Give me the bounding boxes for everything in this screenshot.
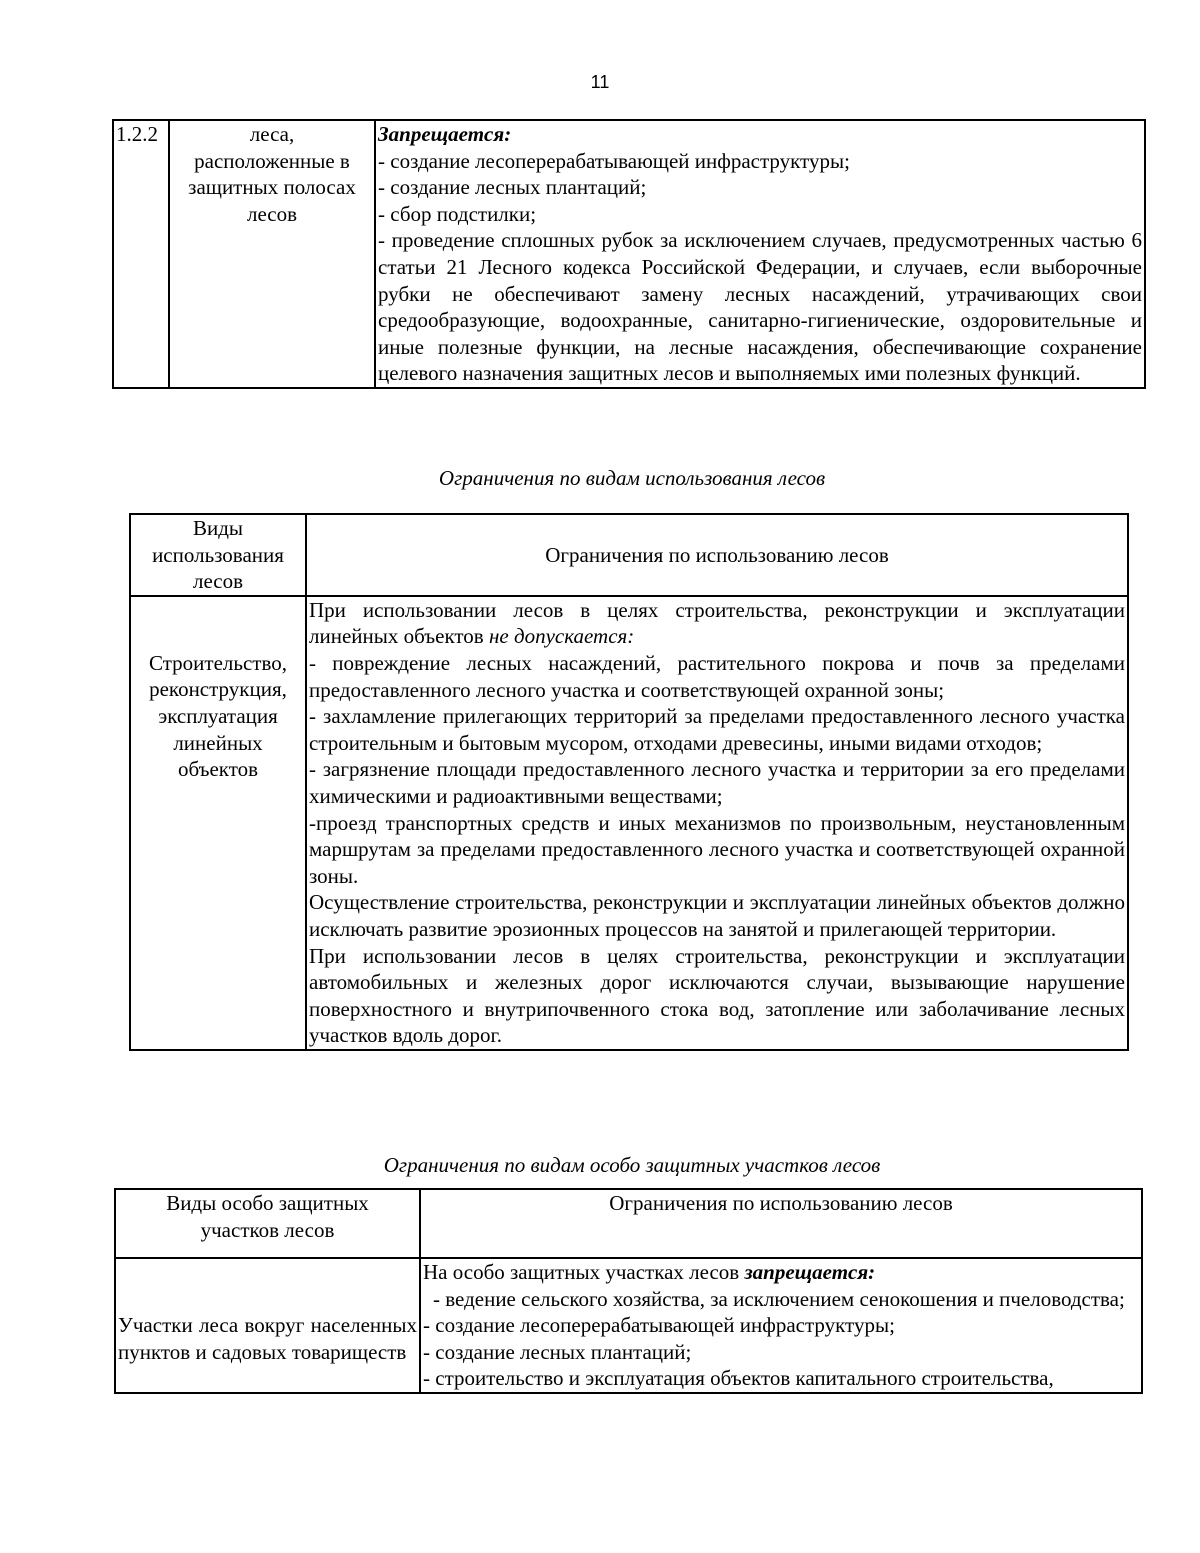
restriction-item: - создание лесных плантаций; bbox=[423, 1339, 692, 1364]
header-line: Виды особо защитных bbox=[166, 1191, 369, 1215]
table-row bbox=[130, 596, 1128, 1050]
restriction-item: - повреждение лесных насаждений, растительного покрова и почв за пределами предоставленного лесного участка и соответствующей охранной зоны; bbox=[309, 650, 1125, 702]
table-header-row bbox=[115, 1189, 1142, 1258]
restriction-item: - ведение сельского хозяйства, за исключением сенокошения и пчеловодства; bbox=[433, 1286, 1125, 1311]
usage-type-line: Строительство, bbox=[149, 650, 287, 675]
prohibited-heading: Запрещается: bbox=[378, 122, 512, 146]
restriction-item: - создание лесоперерабатывающей инфраструктуры; bbox=[423, 1313, 895, 1338]
usage-type-line: объектов bbox=[177, 757, 259, 782]
restriction-paragraph: При использовании лесов в целях строительства, реконструкции и эксплуатации автомобильных и железных дорог исключаются случаи, вызывающие нарушение поверхностного и внутрипочвенного стока вод, затопление или заболачивание лесных участков вдоль дорог. bbox=[309, 943, 1125, 1048]
header-line: использования bbox=[152, 542, 284, 567]
table-header-row bbox=[130, 514, 1128, 596]
intro-emphasis: запрещается: bbox=[744, 1260, 876, 1284]
usage-type-line: эксплуатация bbox=[158, 703, 278, 728]
header-plot-types bbox=[115, 1189, 420, 1258]
plot-type: Участки леса вокруг населенных пунктов и садовых товариществ bbox=[115, 1258, 420, 1393]
header-line: участков лесов bbox=[200, 1217, 335, 1242]
restriction-item: - создание лесоперерабатывающей инфраструктуры; bbox=[378, 148, 850, 173]
usage-type bbox=[130, 596, 306, 1050]
restriction-item: - загрязнение площади предоставленного лесного участка и территории за его пределами химическими и радиоактивными веществами; bbox=[309, 757, 1125, 808]
header-line: лесов bbox=[192, 569, 244, 594]
section-caption: Ограничения по видам особо защитных участков лесов bbox=[383, 1153, 881, 1177]
intro-text: При использовании лесов в целях строительства, реконструкции и эксплуатации линейных объектов bbox=[309, 597, 1125, 649]
forest-belt-table bbox=[112, 119, 1146, 389]
intro-text: На особо защитных участках лесов bbox=[423, 1260, 740, 1284]
protective-plots-table bbox=[114, 1188, 1143, 1394]
header-line: Виды bbox=[192, 516, 244, 540]
category-line: защитных полосах bbox=[188, 175, 356, 200]
table-row bbox=[115, 1258, 1142, 1393]
restriction-intro bbox=[423, 1259, 1139, 1286]
restriction-intro bbox=[309, 597, 1125, 650]
restrictions-cell bbox=[375, 120, 1145, 388]
table-row bbox=[113, 120, 1145, 388]
restrictions-cell bbox=[306, 596, 1128, 1050]
header-usage-types bbox=[130, 514, 306, 596]
usage-type-line: реконструкция, bbox=[149, 677, 287, 702]
restriction-paragraph: Осуществление строительства, реконструкции и эксплуатации линейных объектов должно исключать развитие эрозионных процессов на занятой и прилегающей территории. bbox=[309, 890, 1125, 941]
category-line: лесов bbox=[246, 201, 298, 226]
restriction-item: - строительство и эксплуатация объектов капитального строительства, bbox=[423, 1366, 1054, 1391]
restriction-item: - сбор подстилки; bbox=[378, 201, 537, 226]
restriction-item: - проведение сплошных рубок за исключением случаев, предусмотренных частью 6 статьи 21 Лесного кодекса Российской Федерации, и случаев, если выборочные рубки не обеспечивают замену лесных насаждений, утрачивающих свои средообразующие, водоохранные, санитарно-гигиенические, оздоровительные и иные полезные функции, на лесные насаждения, обеспечивающие сохранение целевого назначения защитных лесов и выполняемых ими полезных функций. bbox=[378, 228, 1142, 386]
usage-type-line: линейных bbox=[173, 730, 263, 755]
header-restrictions: Ограничения по использованию лесов bbox=[420, 1189, 1142, 1258]
intro-emphasis: не допускается: bbox=[488, 624, 635, 649]
header-restrictions: Ограничения по использованию лесов bbox=[306, 514, 1128, 596]
restriction-item: - захламление прилегающих территорий за пределами предоставленного лесного участка строительным и бытовым мусором, отходами древесины, иными видами отходов; bbox=[309, 704, 1125, 755]
restriction-item: - создание лесных плантаций; bbox=[378, 175, 647, 200]
forest-category bbox=[169, 120, 375, 388]
restrictions-cell bbox=[420, 1258, 1142, 1393]
section-caption: Ограничения по видам использования лесов bbox=[438, 466, 826, 490]
category-line: расположенные в bbox=[194, 148, 350, 173]
restriction-item: -проезд транспортных средств и иных механизмов по произвольным, неустановленным маршрутам за пределами предоставленного лесного участка и соответствующей охранной зоны. bbox=[309, 810, 1125, 888]
page-number: 11 bbox=[590, 72, 610, 92]
usage-restrictions-table bbox=[129, 513, 1129, 1051]
row-code: 1.2.2 bbox=[113, 120, 169, 388]
category-line: леса, bbox=[249, 122, 295, 146]
